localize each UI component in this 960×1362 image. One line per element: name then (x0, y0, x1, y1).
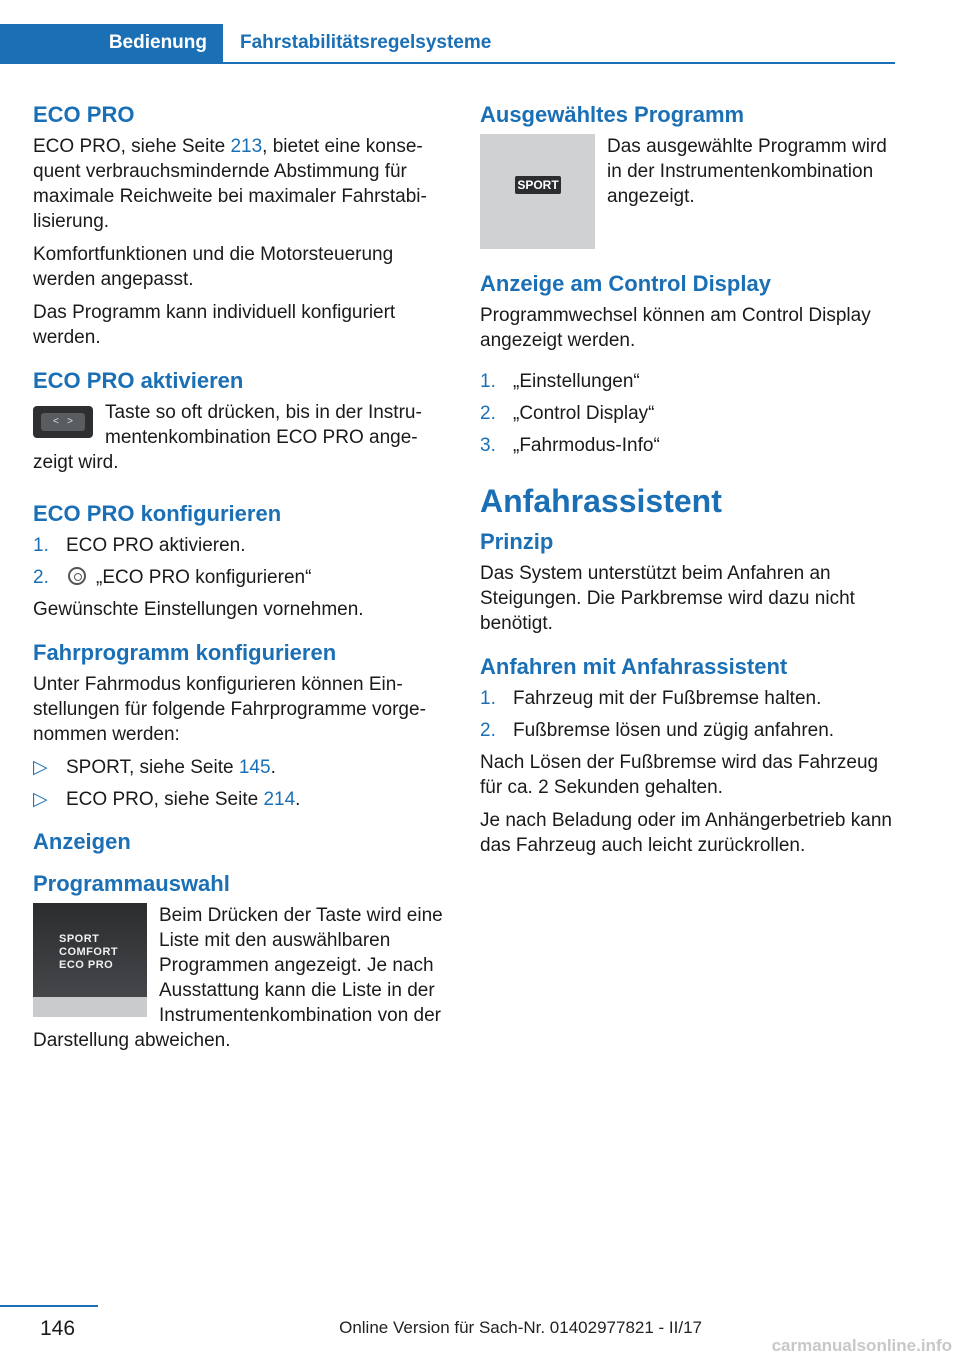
online-version-text: Online Version für Sach-Nr. 01402977821 - II/17 (339, 1318, 702, 1337)
eco-pro-configure-steps (33, 533, 447, 590)
list-item: ▷ SPORT, siehe Seite 145. (33, 757, 276, 778)
drive-program-list (33, 755, 447, 812)
drive-program-text: Unter Fahrmodus konfigurieren können Einstellungen für folgende Fahrprogramme vorgenommen werden: (33, 674, 426, 745)
page-link-145[interactable]: 145 (238, 757, 271, 778)
gear-icon (68, 567, 86, 585)
header-bar (0, 24, 895, 64)
program-selection-text: Beim Drücken der Taste wird eine Liste mit den auswählbaren Programmen angezeigt. Je nach Ausstattung kann die Liste in der Instrumentenkombination von der Darstellung abweichen. (33, 905, 443, 1051)
page-number: 146 (40, 1317, 76, 1340)
list-item: 1. Fahrzeug mit der Fußbremse halten. (480, 688, 822, 709)
hill-start-assist-heading: Anfahrassistent (480, 483, 722, 519)
eco-pro-paragraph-3: Das Programm kann individuell konfiguriert werden. (33, 302, 396, 348)
eco-pro-paragraph-1: ECO PRO, siehe Seite 213, bietet eine konsequent verbrauchsmindernde Abstimmung für maximale Reichweite bei maximaler Fahrstabilisierung. (33, 136, 427, 232)
list-item: 3. „Fahrmodus-Info“ (480, 435, 660, 456)
footer-divider (0, 1305, 98, 1307)
eco-pro-activate-heading: ECO PRO aktivieren (33, 368, 244, 393)
eco-pro-configure-heading: ECO PRO konfigurieren (33, 501, 282, 526)
arrow-keys-icon: < > (41, 413, 85, 431)
list-item: ▷ ECO PRO, siehe Seite 214. (33, 789, 301, 810)
watermark: carmanualsonline.info (771, 1336, 952, 1355)
chapter-tab[interactable]: Fahrstabilitätsregelsysteme (240, 32, 492, 53)
left-column (33, 100, 447, 1061)
driving-mode-button-image (33, 400, 93, 438)
control-display-steps (480, 369, 895, 458)
drive-off-steps (480, 686, 895, 743)
drive-off-paragraph-2: Je nach Beladung oder im Anhängerbetrieb kann das Fahrzeug auch leicht zurückrollen. (480, 810, 892, 856)
page-link-214[interactable]: 214 (263, 789, 296, 810)
principle-text: Das System unterstützt beim Anfahren an Steigungen. Die Parkbremse wird dazu nicht benötigt. (480, 563, 855, 634)
selected-program-text: Das ausgewählte Programm wird in der Instrumentenkombination angezeigt. (607, 136, 887, 207)
principle-heading: Prinzip (480, 529, 554, 554)
drive-off-heading: Anfahren mit Anfahrassistent (480, 654, 788, 679)
section-tab[interactable]: Bedienung (0, 24, 223, 62)
program-selection-heading: Programmauswahl (33, 871, 230, 896)
selected-program-image: SPORT (480, 134, 595, 249)
list-item: 2. „ECO PRO konfigurieren“ (33, 567, 312, 588)
list-item: 1. „Einstellungen“ (480, 371, 640, 392)
control-display-heading: Anzeige am Control Display (480, 271, 771, 296)
triangle-bullet-icon: ▷ (33, 757, 48, 778)
list-item: 2. Fußbremse lösen und zügig anfahren. (480, 720, 835, 741)
page-link-213[interactable]: 213 (230, 136, 263, 157)
program-list-image: SPORT COMFORT ECO PRO (33, 903, 147, 1017)
control-display-text: Programmwechsel können am Control Display angezeigt werden. (480, 305, 871, 351)
eco-pro-paragraph-2: Komfortfunktionen und die Motorsteuerung werden angepasst. (33, 244, 394, 290)
list-item: 2. „Control Display“ (480, 403, 655, 424)
eco-pro-configure-after: Gewünschte Einstellungen vornehmen. (33, 599, 364, 620)
drive-program-heading: Fahrprogramm konfigurieren (33, 640, 337, 665)
triangle-bullet-icon: ▷ (33, 789, 48, 810)
list-item: 1. ECO PRO aktivieren. (33, 535, 246, 556)
right-column (480, 100, 895, 866)
selected-program-heading: Ausgewähltes Programm (480, 102, 745, 127)
drive-off-paragraph-1: Nach Lösen der Fußbremse wird das Fahrzeug für ca. 2 Sekunden gehalten. (480, 752, 879, 798)
eco-pro-heading: ECO PRO (33, 102, 135, 127)
display-heading: Anzeigen (33, 829, 131, 854)
eco-pro-activate-text: Taste so oft drücken, bis in der Instrumentenkombination ECO PRO angezeigt wird. (33, 402, 422, 473)
